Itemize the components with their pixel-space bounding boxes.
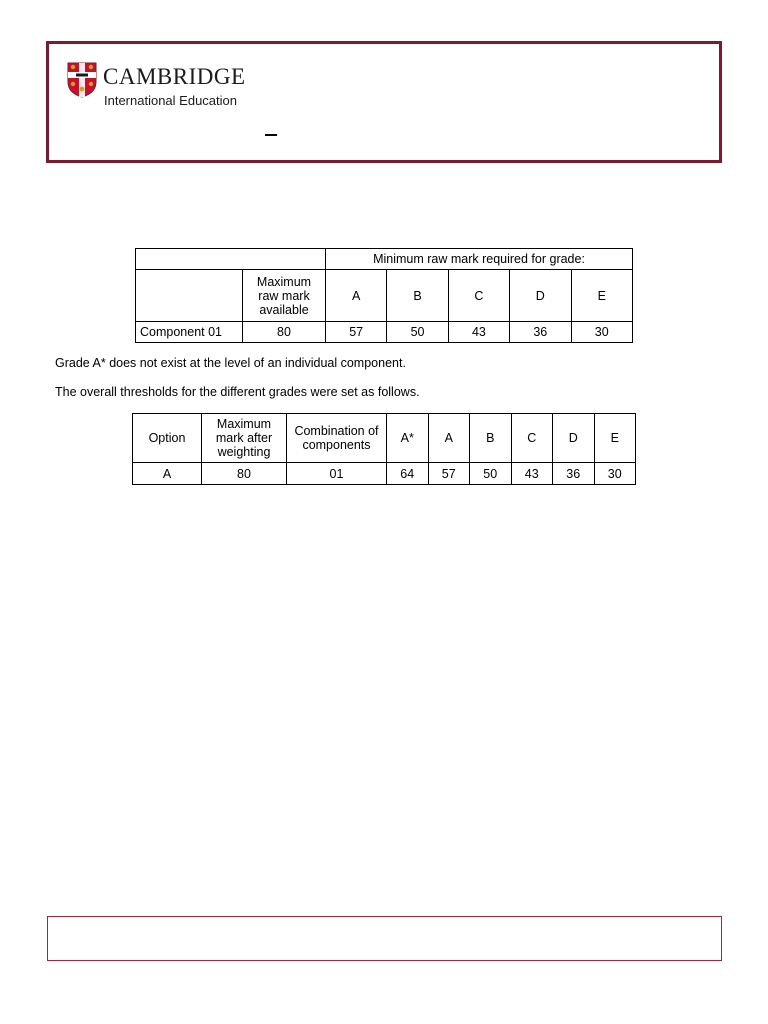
max-mark-header: Maximum mark after weighting: [202, 414, 287, 463]
overall-threshold-table: [132, 413, 636, 485]
grade-value: 57: [326, 322, 387, 343]
component-threshold-table: [135, 248, 633, 343]
option-header: Option: [133, 414, 202, 463]
grade-header: E: [571, 270, 633, 322]
grade-value: 43: [448, 322, 509, 343]
empty-header-cell: [136, 270, 243, 322]
grade-header: E: [594, 414, 636, 463]
overall-note: The overall thresholds for the different grades were set as follows.: [55, 385, 420, 399]
grade-value: 36: [553, 463, 595, 485]
table-row: [136, 322, 633, 343]
max-raw-mark-value: 80: [243, 322, 326, 343]
grade-header: A: [428, 414, 470, 463]
table-row: [133, 463, 636, 485]
grade-header: A: [326, 270, 387, 322]
header-box: [46, 41, 722, 163]
grade-header: C: [511, 414, 553, 463]
max-mark-value: 80: [202, 463, 287, 485]
cambridge-crest-icon: [67, 62, 97, 98]
grade-value: 57: [428, 463, 470, 485]
grade-header: D: [553, 414, 595, 463]
header-dash: [265, 134, 277, 136]
grade-value: 30: [594, 463, 636, 485]
empty-header-cell: [136, 249, 326, 270]
grade-value: 50: [470, 463, 512, 485]
grade-group-header: Minimum raw mark required for grade:: [326, 249, 633, 270]
logo-wordmark: CAMBRIDGE: [103, 64, 246, 89]
astar-note: Grade A* does not exist at the level of an individual component.: [55, 356, 406, 370]
grade-header: A*: [387, 414, 429, 463]
option-value: A: [133, 463, 202, 485]
cambridge-logo: [67, 62, 267, 110]
grade-value: 30: [571, 322, 633, 343]
grade-header: B: [387, 270, 448, 322]
grade-header: C: [448, 270, 509, 322]
grade-value: 36: [510, 322, 571, 343]
grade-value: 50: [387, 322, 448, 343]
component-name: Component 01: [136, 322, 243, 343]
grade-header: D: [510, 270, 571, 322]
logo-subtitle: International Education: [104, 93, 237, 108]
max-raw-mark-header: Maximum raw mark available: [243, 270, 326, 322]
grade-value: 43: [511, 463, 553, 485]
grade-header: B: [470, 414, 512, 463]
footer-box: [47, 916, 722, 961]
combination-value: 01: [287, 463, 387, 485]
combination-header: Combination of components: [287, 414, 387, 463]
grade-value: 64: [387, 463, 429, 485]
